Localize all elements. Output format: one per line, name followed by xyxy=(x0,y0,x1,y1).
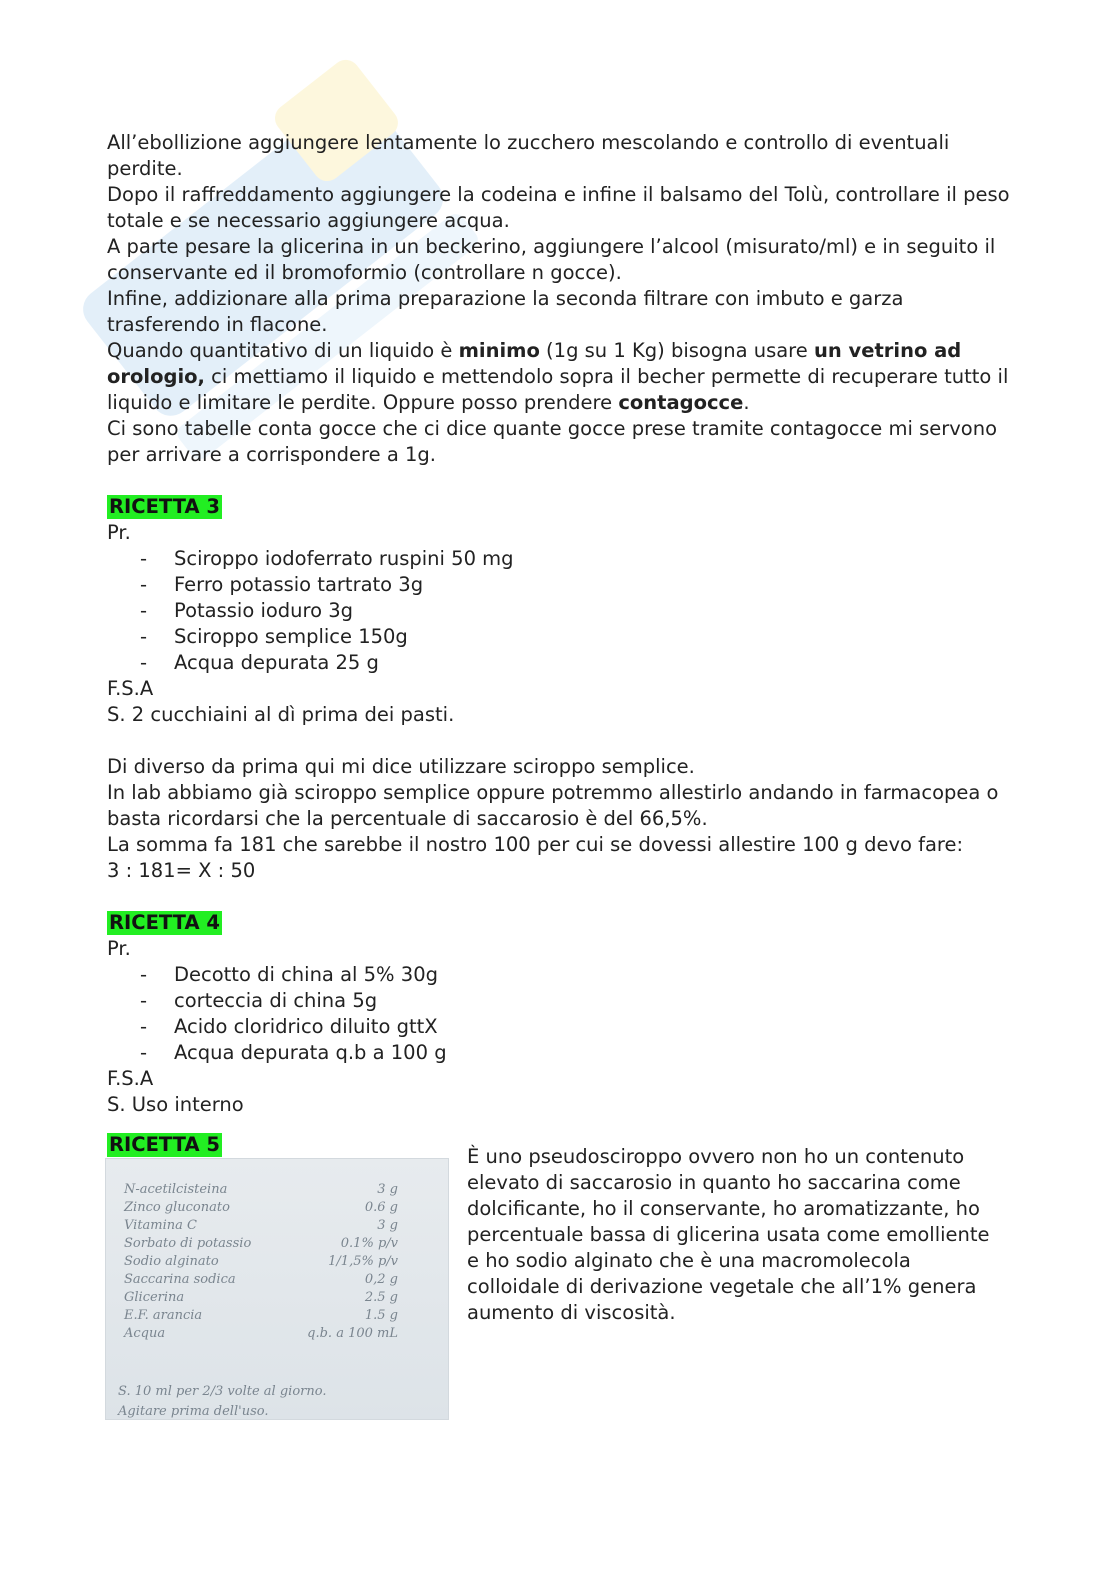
intro-paragraph-1: All’ebollizione aggiungere lentamente lo zucchero mescolando e controllo di eventuali perdite. xyxy=(107,131,950,180)
photo-ingredient-qty: 3 g xyxy=(377,1218,398,1233)
ricetta4-pr: Pr. xyxy=(107,937,131,960)
photo-ingredient-name: Zinco gluconato xyxy=(124,1200,230,1215)
photo-ingredient-name: Sorbato di potassio xyxy=(124,1236,252,1251)
list-item: - Decotto di china al 5% 30g xyxy=(140,962,1017,988)
list-item: - Ferro potassio tartrato 3g xyxy=(140,572,1017,598)
photo-ingredient-row xyxy=(124,1249,398,1267)
photo-ingredient-qty: 2.5 g xyxy=(364,1290,398,1305)
ricetta4-ingredient-list xyxy=(107,962,1017,1066)
quantity-bold-2: un vetrino ad orologio, xyxy=(107,339,962,388)
ricetta4-heading: RICETTA 4 xyxy=(109,911,220,934)
ricetta3-note-2: In lab abbiamo già sciroppo semplice oppure potremmo allestirlo andando in farmacopea o basta ricordarsi che la percentuale di saccarosio è del 66,5%. xyxy=(107,781,999,830)
photo-ingredient-row xyxy=(124,1213,398,1231)
quantity-bold-3: contagocce xyxy=(618,391,744,414)
photo-ingredient-name: Acqua xyxy=(124,1326,166,1341)
quantity-bold-1: minimo xyxy=(458,339,540,362)
list-item: - Sciroppo semplice 150g xyxy=(140,624,1017,650)
photo-ingredient-row xyxy=(124,1177,398,1195)
list-item: - Acqua depurata 25 g xyxy=(140,650,1017,676)
list-item: - Acido cloridrico diluito gttX xyxy=(140,1014,1017,1040)
photo-ingredient-row xyxy=(124,1285,398,1303)
photo-ingredient-row xyxy=(124,1231,398,1249)
list-item: - Sciroppo iodoferrato ruspini 50 mg xyxy=(140,546,1017,572)
ricetta3-heading: RICETTA 3 xyxy=(109,495,220,518)
ricetta3-pr: Pr. xyxy=(107,521,131,544)
photo-ingredient-row xyxy=(124,1303,398,1321)
photo-ingredient-qty: 0,2 g xyxy=(364,1272,398,1287)
ricetta3-fsa: F.S.A xyxy=(107,677,154,700)
photo-ingredient-qty: 3 g xyxy=(377,1182,398,1197)
photo-ingredient-name: N-acetilcisteina xyxy=(124,1182,228,1197)
photo-dosage-note: S. 10 ml per 2/3 volte al giorno. xyxy=(118,1384,327,1399)
list-item: - corteccia di china 5g xyxy=(140,988,1017,1014)
quantity-paragraph xyxy=(107,338,1017,416)
quantity-text-2: (1g su 1 Kg) bisogna usare xyxy=(539,339,814,362)
intro-paragraph-3: A parte pesare la glicerina in un beckerino, aggiungere l’alcool (misurato/ml) e in seguito il conservante ed il bromoformio (controllare n gocce). xyxy=(107,235,996,284)
recipe-photo xyxy=(105,1158,449,1420)
list-item: - Potassio ioduro 3g xyxy=(140,598,1017,624)
ricetta3-ingredient-list xyxy=(107,546,1017,676)
ricetta5-heading: RICETTA 5 xyxy=(109,1133,220,1156)
photo-shake-note: Agitare prima dell'uso. xyxy=(118,1404,269,1419)
list-item: - Acqua depurata q.b a 100 g xyxy=(140,1040,1017,1066)
photo-ingredient-row xyxy=(124,1321,398,1339)
ricetta3-heading-line xyxy=(107,494,1017,520)
photo-ingredient-qty: q.b. a 100 mL xyxy=(307,1326,398,1341)
photo-ingredient-qty: 0.1% p/v xyxy=(340,1236,398,1251)
photo-ingredient-name: Sodio alginato xyxy=(124,1254,219,1269)
ricetta3-proportion: 3 : 181= X : 50 xyxy=(107,859,256,882)
intro-paragraph-4: Infine, addizionare alla prima preparazione la seconda filtrare con imbuto e garza trasferendo in flacone. xyxy=(107,287,904,336)
ricetta5-block xyxy=(107,1145,1017,1458)
quantity-text-3: ci mettiamo il liquido e mettendolo sopra il becher permette di recuperare tutto il liquido e limitare le perdite. Oppure posso prendere xyxy=(107,365,1009,414)
ricetta4-signature: S. Uso interno xyxy=(107,1093,244,1116)
photo-ingredient-qty: 1.5 g xyxy=(364,1308,398,1323)
photo-ingredient-row xyxy=(124,1195,398,1213)
drops-paragraph: Ci sono tabelle conta gocce che ci dice quante gocce prese tramite contagocce mi servono per arrivare a corrispondere a 1g. xyxy=(107,417,998,466)
ricetta4-fsa: F.S.A xyxy=(107,1067,154,1090)
photo-ingredient-name: E.F. arancia xyxy=(124,1308,203,1323)
photo-ingredient-qty: 0.6 g xyxy=(364,1200,398,1215)
photo-ingredient-name: Saccarina sodica xyxy=(124,1272,236,1287)
photo-ingredient-qty: 1/1,5% p/v xyxy=(328,1254,398,1269)
ricetta4-heading-line xyxy=(107,910,1017,936)
photo-ingredient-name: Vitamina C xyxy=(124,1218,197,1233)
quantity-text-1: Quando quantitativo di un liquido è xyxy=(107,339,459,362)
intro-paragraph-2: Dopo il raffreddamento aggiungere la codeina e infine il balsamo del Tolù, controllare il peso totale e se necessario aggiungere acqua. xyxy=(107,183,1010,232)
ricetta5-description: È uno pseudosciroppo ovvero non ho un contenuto elevato di saccarosio in quanto ho saccarina come dolcificante, ho il conservante, ho aromatizzante, ho percentuale bassa di glicerina usata come emolliente e ho sodio alginato che è una macromolecola colloidale di derivazione vegetale che all’1% genera aumento di viscosità. xyxy=(467,1145,990,1324)
quantity-text-4: . xyxy=(743,391,750,414)
ricetta3-note-3: La somma fa 181 che sarebbe il nostro 100 per cui se dovessi allestire 100 g devo fare: xyxy=(107,833,964,856)
photo-ingredient-row xyxy=(124,1267,398,1285)
ricetta3-signature: S. 2 cucchiaini al dì prima dei pasti. xyxy=(107,703,455,726)
photo-ingredient-name: Glicerina xyxy=(124,1290,185,1305)
document-content xyxy=(107,130,1017,1458)
ricetta3-note-1: Di diverso da prima qui mi dice utilizzare sciroppo semplice. xyxy=(107,755,695,778)
